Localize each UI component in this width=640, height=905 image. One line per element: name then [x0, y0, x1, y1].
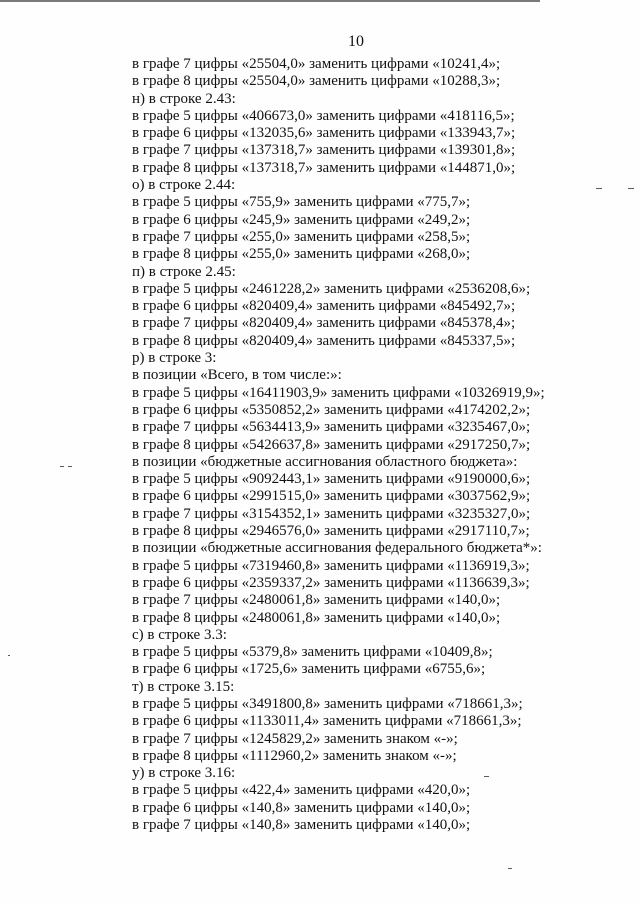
text-line: в графе 6 цифры «132035,6» заменить цифрами «133943,7»;	[132, 125, 516, 142]
section-heading: т) в строке 3.15:	[132, 678, 235, 695]
text-line: в графе 8 цифры «5426637,8» заменить цифрами «2917250,7»;	[132, 436, 531, 453]
position-heading: в позиции «бюджетные ассигнования федерального бюджета*»:	[132, 540, 542, 557]
scan-speck	[60, 466, 64, 467]
text-line: в графе 8 цифры «2946576,0» заменить цифрами «2917110,7»;	[132, 523, 530, 540]
text-line: в графе 6 цифры «245,9» заменить цифрами «249,2»;	[132, 211, 471, 228]
text-line: в графе 6 цифры «2991515,0» заменить цифрами «3037562,9»;	[132, 488, 531, 505]
scan-speck	[596, 188, 602, 189]
text-line: в графе 5 цифры «406673,0» заменить цифрами «418116,5»;	[132, 107, 515, 124]
text-line: в графе 7 цифры «820409,4» заменить цифрами «845378,4»;	[132, 315, 516, 332]
text-line: в графе 5 цифры «9092443,1» заменить цифрами «9190000,6»;	[132, 471, 531, 488]
text-line: в графе 6 цифры «5350852,2» заменить цифрами «4174202,2»;	[132, 401, 531, 418]
text-line: в графе 8 цифры «25504,0» заменить цифрами «10288,3»;	[132, 73, 501, 90]
text-line: в графе 8 цифры «255,0» заменить цифрами «268,0»;	[132, 246, 471, 263]
scan-speck	[484, 776, 489, 777]
text-line: в графе 6 цифры «820409,4» заменить цифрами «845492,7»;	[132, 298, 516, 315]
position-heading: в позиции «бюджетные ассигнования областного бюджета»:	[132, 453, 518, 470]
text-line: в графе 7 цифры «25504,0» заменить цифрами «10241,4»;	[132, 56, 501, 72]
page-number: 10	[348, 33, 364, 50]
text-line: в графе 7 цифры «3154352,1» заменить цифрами «3235327,0»;	[132, 505, 531, 522]
text-line: в графе 7 цифры «255,0» заменить цифрами «258,5»;	[132, 228, 471, 245]
text-line: в графе 7 цифры «2480061,8» заменить цифрами «140,0»;	[132, 592, 501, 609]
text-line: в графе 8 цифры «2480061,8» заменить цифрами «140,0»;	[132, 609, 501, 626]
section-heading: у) в строке 3.16:	[132, 765, 236, 782]
scan-speck	[508, 868, 512, 869]
position-heading: в позиции «Всего, в том числе:»:	[132, 367, 342, 384]
text-line: в графе 5 цифры «5379,8» заменить цифрами «10409,8»;	[132, 644, 493, 661]
amendment-text	[132, 56, 545, 834]
text-line: в графе 5 цифры «3491800,8» заменить цифрами «718661,3»;	[132, 695, 523, 712]
text-line: в графе 8 цифры «1112960,2» заменить знаком «-»;	[132, 747, 457, 764]
text-line: в графе 6 цифры «1133011,4» заменить цифрами «718661,3»;	[132, 713, 522, 730]
section-heading: п) в строке 2.45:	[132, 263, 236, 280]
text-line: в графе 5 цифры «2461228,2» заменить цифрами «2536208,6»;	[132, 280, 531, 297]
text-line: в графе 7 цифры «1245829,2» заменить знаком «-»;	[132, 730, 458, 747]
section-heading: р) в строке 3:	[132, 350, 217, 367]
text-line: в графе 6 цифры «140,8» заменить цифрами «140,0»;	[132, 799, 471, 816]
scan-speck	[628, 188, 634, 189]
section-heading: о) в строке 2.44:	[132, 177, 236, 194]
text-line: в графе 5 цифры «755,9» заменить цифрами «775,7»;	[132, 194, 471, 211]
text-line: в графе 5 цифры «16411903,9» заменить цифрами «10326919,9»;	[132, 384, 545, 401]
scan-speck	[68, 466, 72, 467]
text-line: в графе 8 цифры «137318,7» заменить цифрами «144871,0»;	[132, 159, 516, 176]
text-line: в графе 5 цифры «7319460,8» заменить цифрами «1136919,3»;	[132, 557, 530, 574]
text-line: в графе 7 цифры «140,8» заменить цифрами «140,0»;	[132, 817, 471, 834]
text-line: в графе 6 цифры «2359337,2» заменить цифрами «1136639,3»;	[132, 574, 530, 591]
scan-speck	[8, 655, 10, 656]
text-line: в графе 5 цифры «422,4» заменить цифрами «420,0»;	[132, 782, 471, 799]
top-edge-rule	[0, 0, 540, 2]
text-line: в графе 7 цифры «137318,7» заменить цифрами «139301,8»;	[132, 142, 516, 159]
text-line: в графе 8 цифры «820409,4» заменить цифрами «845337,5»;	[132, 332, 516, 349]
section-heading: н) в строке 2.43:	[132, 90, 236, 107]
section-heading: с) в строке 3.3:	[132, 626, 227, 643]
text-line: в графе 6 цифры «1725,6» заменить цифрами «6755,6»;	[132, 661, 486, 678]
text-line: в графе 7 цифры «5634413,9» заменить цифрами «3235467,0»;	[132, 419, 531, 436]
